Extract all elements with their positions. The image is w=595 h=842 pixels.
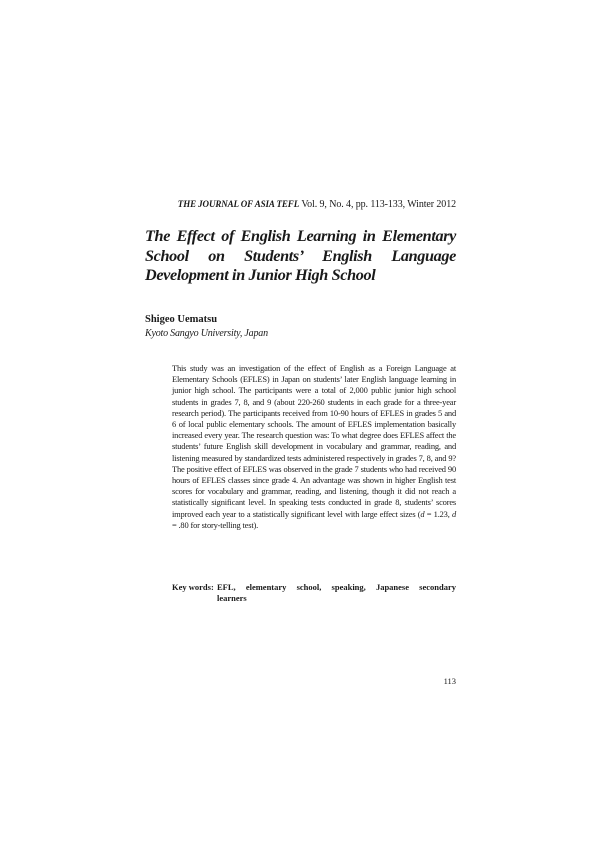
author-name: Shigeo Uematsu bbox=[145, 314, 218, 325]
abstract bbox=[172, 363, 456, 531]
keywords bbox=[172, 582, 456, 604]
author-affiliation: Kyoto Sangyo University, Japan bbox=[145, 328, 268, 339]
keywords-list: EFL, elementary school, speaking, Japanese secondary learners bbox=[217, 582, 456, 604]
effect-size-symbol-1: d bbox=[420, 508, 425, 519]
keywords-label: Key words: bbox=[172, 582, 214, 592]
abstract-text-part-1: This study was an investigation of the effect of English as a Foreign Language at Elementary Schools (EFLES) in Japan on students’ later English language learning in junior high school. The participants were a total of 2,000 public junior high school students in grades 7, 8, and 9 (about 220-260 students in each grade for a three-year research period). The participants received from 10-90 hours of EFLES in grades 5 and 6 of local public elementary schools. The amount of EFLES implementation basically increased every year. The research question was: To what degree does EFLES affect the students’ future English skill development in vocabulary and grammar, reading, and listening measured by standardized tests administered respectively in grades 7, 8, and 9? The positive effect of EFLES was observed in the grade 7 students who had received 90 hours of EFLES classes since grade 4. An advantage was shown in higher English test scores for vocabulary and grammar, reading, and listening, though it did not reach a statistically significant level. In speaking tests conducted in grade 8, students’ scores improved each year to a statistically significant level with large effect sizes ( bbox=[172, 363, 456, 519]
journal-citation: Vol. 9, No. 4, pp. 113-133, Winter 2012 bbox=[299, 199, 456, 210]
journal-name: THE JOURNAL OF ASIA TEFL bbox=[177, 199, 300, 209]
article-title: The Effect of English Learning in Elementary School on Students’ English Language Development in Junior High School bbox=[145, 227, 456, 284]
effect-size-symbol-2: d bbox=[451, 508, 457, 519]
journal-header bbox=[145, 199, 456, 210]
abstract-text-part-3: = .80 for story-telling test). bbox=[172, 519, 259, 530]
abstract-text-part-2: = 1.23, bbox=[424, 508, 452, 519]
page-number: 113 bbox=[443, 676, 456, 686]
